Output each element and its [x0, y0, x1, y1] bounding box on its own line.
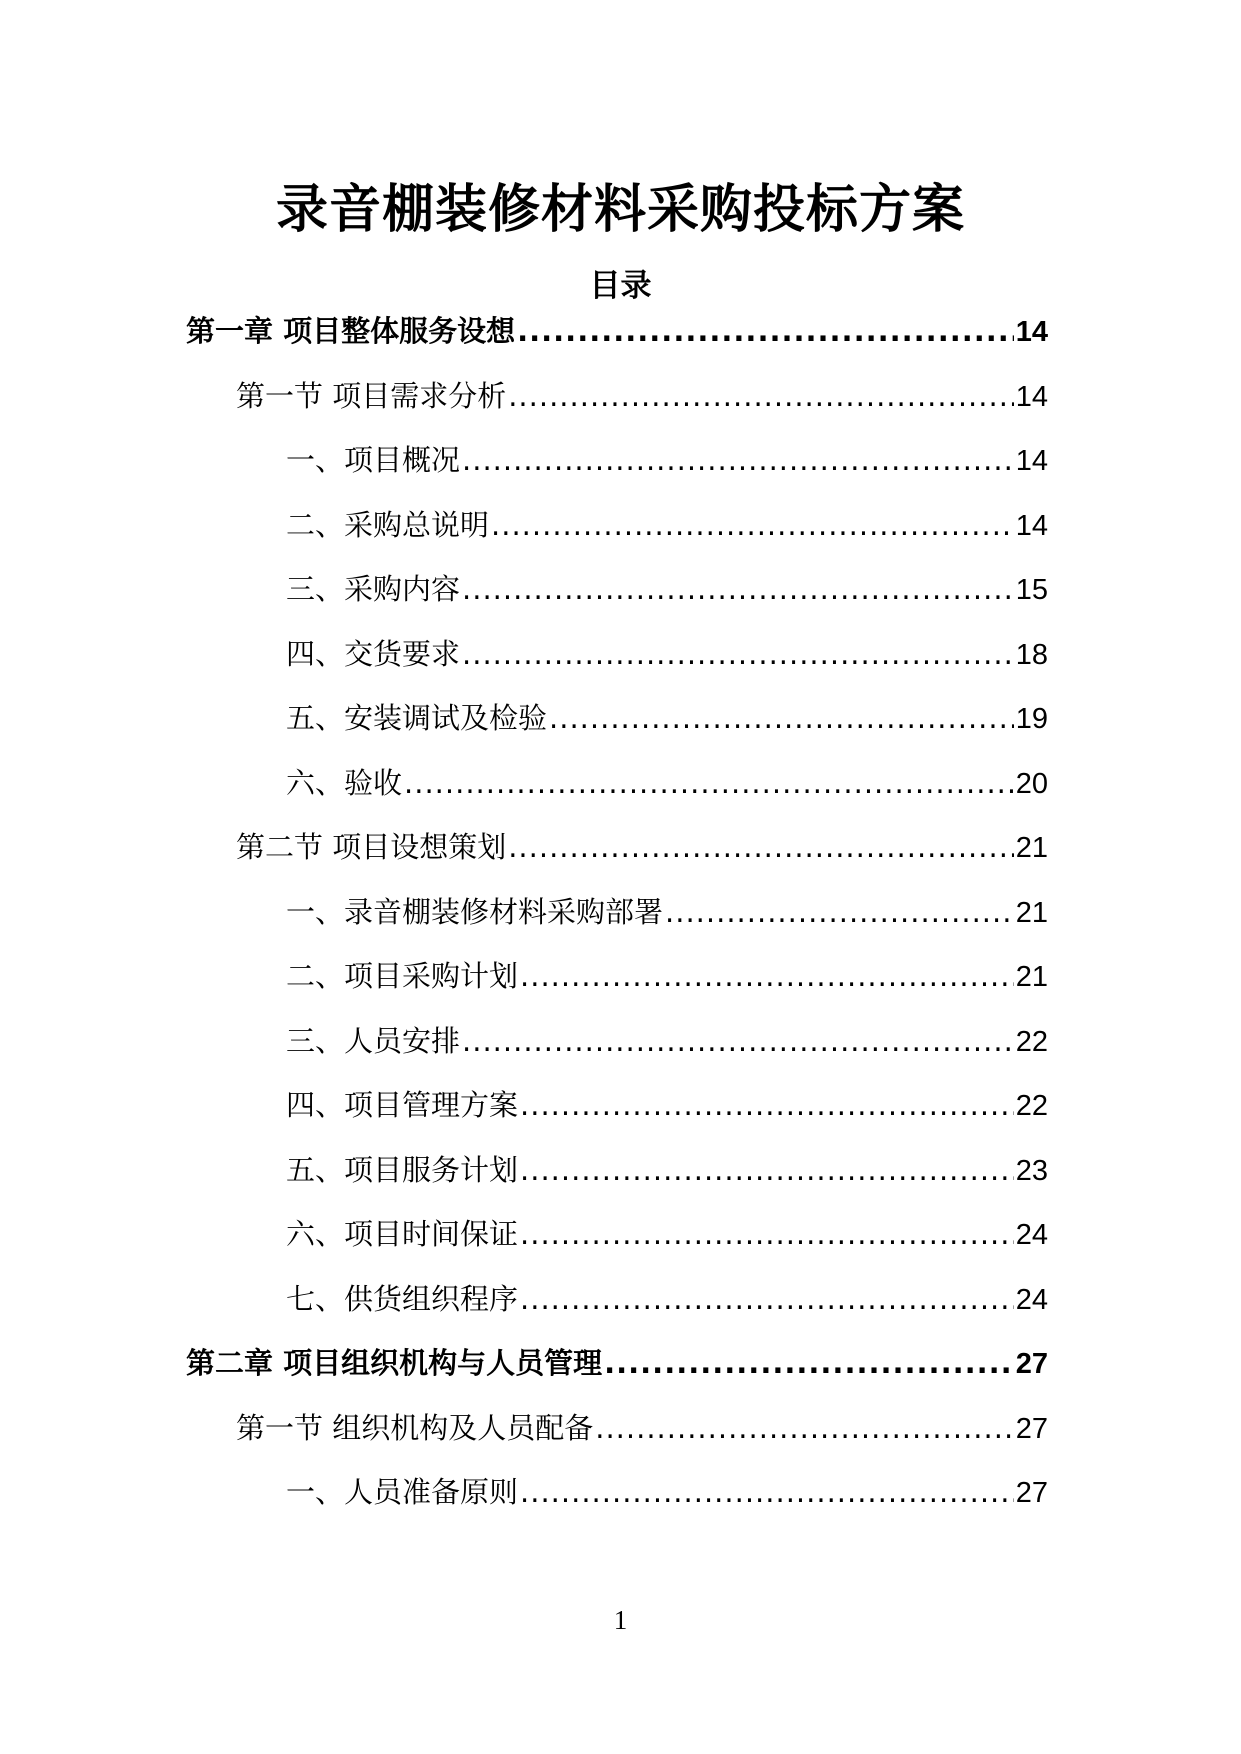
toc-entry-page: 19	[1015, 703, 1048, 735]
toc-entry-title: 二、采购总说明	[286, 508, 490, 542]
toc-entry-page: 27	[1015, 1477, 1048, 1509]
toc-subsection-entry[interactable]	[286, 1468, 1048, 1516]
toc-entry-title: 四、交货要求	[286, 637, 461, 671]
toc-entry-title: 六、验收	[286, 766, 403, 800]
toc-dot-leader	[520, 1275, 1014, 1323]
toc-entry-page: 14	[1015, 381, 1048, 413]
document-title: 录音棚装修材料采购投标方案	[275, 180, 965, 240]
toc-entry-page: 20	[1015, 768, 1048, 800]
toc-section-entry[interactable]	[236, 1404, 1048, 1452]
toc-dot-leader	[520, 1210, 1014, 1258]
toc-dot-leader	[520, 1146, 1014, 1194]
toc-entry-title: 三、采购内容	[286, 572, 461, 606]
toc-chapter-entry[interactable]	[186, 1339, 1048, 1387]
toc-dot-leader	[549, 694, 1014, 742]
toc-subsection-entry[interactable]	[286, 1017, 1048, 1065]
toc-section-entry[interactable]	[236, 372, 1048, 420]
toc-subsection-entry[interactable]	[286, 952, 1048, 1000]
toc-dot-leader	[462, 436, 1014, 484]
toc-subsection-entry[interactable]	[286, 694, 1048, 742]
toc-dot-leader	[508, 823, 1014, 871]
toc-subsection-entry[interactable]	[286, 436, 1048, 484]
toc-heading: 目录	[589, 268, 652, 304]
toc-subsection-entry[interactable]	[286, 1081, 1048, 1129]
toc-dot-leader	[520, 952, 1014, 1000]
toc-entry-page: 22	[1015, 1090, 1048, 1122]
toc-subsection-entry[interactable]	[286, 501, 1048, 549]
toc-entry-page: 24	[1015, 1219, 1048, 1251]
toc-dot-leader	[462, 565, 1014, 613]
toc-dot-leader	[595, 1404, 1014, 1452]
toc-entry-title: 一、人员准备原则	[286, 1475, 519, 1509]
toc-dot-leader	[462, 630, 1014, 678]
toc-entry-title: 二、项目采购计划	[286, 959, 519, 993]
toc-section-entry[interactable]	[236, 823, 1048, 871]
toc-subsection-entry[interactable]	[286, 630, 1048, 678]
toc-dot-leader	[508, 372, 1014, 420]
toc-entry-page: 14	[1015, 445, 1048, 477]
toc-entry-page: 21	[1015, 961, 1048, 993]
toc-entry-title: 六、项目时间保证	[286, 1217, 519, 1251]
toc-subsection-entry[interactable]	[286, 759, 1048, 807]
toc-dot-leader	[520, 1081, 1014, 1129]
toc-subsection-entry[interactable]	[286, 1210, 1048, 1258]
toc-entry-page: 22	[1015, 1026, 1048, 1058]
toc-entry-title: 一、录音棚装修材料采购部署	[286, 895, 664, 929]
toc-entry-title: 第二节 项目设想策划	[236, 830, 507, 864]
toc-entry-title: 第一节 组织机构及人员配备	[236, 1411, 594, 1445]
toc-chapter-entry[interactable]	[186, 307, 1048, 355]
toc-dot-leader	[520, 1468, 1014, 1516]
toc-dot-leader	[491, 501, 1014, 549]
toc-entry-page: 27	[1015, 1348, 1048, 1380]
toc-entry-page: 15	[1015, 574, 1048, 606]
toc-entry-page: 24	[1015, 1284, 1048, 1316]
toc-entry-title: 七、供货组织程序	[286, 1282, 519, 1316]
toc-entry-title: 第一节 项目需求分析	[236, 379, 507, 413]
toc-entry-title: 第一章 项目整体服务设想	[186, 314, 516, 348]
toc-dot-leader	[604, 1339, 1014, 1387]
toc-entry-page: 14	[1015, 510, 1048, 542]
toc-entry-page: 14	[1015, 316, 1048, 348]
toc-entry-page: 21	[1015, 897, 1048, 929]
toc-dot-leader	[404, 759, 1014, 807]
toc-subsection-entry[interactable]	[286, 888, 1048, 936]
page-number: 1	[613, 1605, 628, 1635]
toc-entry-page: 27	[1015, 1413, 1048, 1445]
toc-entry-page: 23	[1015, 1155, 1048, 1187]
toc-subsection-entry[interactable]	[286, 1275, 1048, 1323]
toc-subsection-entry[interactable]	[286, 1146, 1048, 1194]
toc-dot-leader	[517, 307, 1014, 355]
toc-subsection-entry[interactable]	[286, 565, 1048, 613]
toc-entry-title: 四、项目管理方案	[286, 1088, 519, 1122]
toc-dot-leader	[665, 888, 1014, 936]
toc-entry-title: 五、安装调试及检验	[286, 701, 548, 735]
toc-entry-page: 21	[1015, 832, 1048, 864]
toc-entry-title: 五、项目服务计划	[286, 1153, 519, 1187]
toc-entry-title: 一、项目概况	[286, 443, 461, 477]
toc-dot-leader	[462, 1017, 1014, 1065]
toc-entry-page: 18	[1015, 639, 1048, 671]
toc-entry-title: 第二章 项目组织机构与人员管理	[186, 1346, 603, 1380]
toc-entry-title: 三、人员安排	[286, 1024, 461, 1058]
